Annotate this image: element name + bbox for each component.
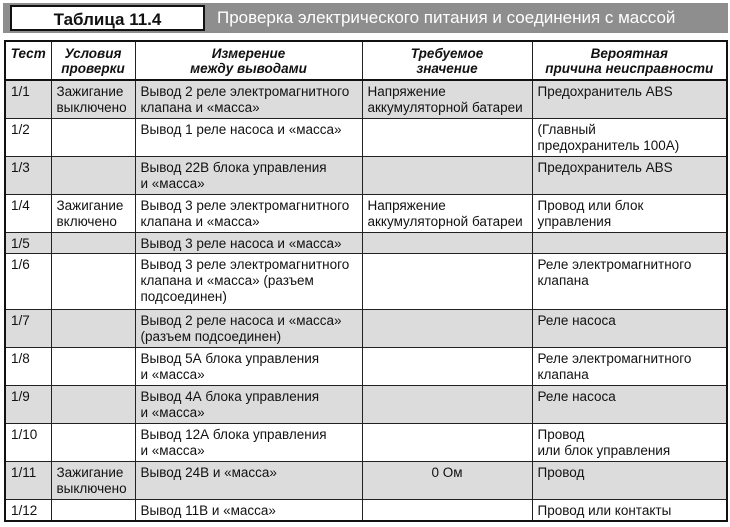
cell-test: 1/10 [5, 423, 51, 461]
header-row [5, 41, 727, 80]
cell-test: 1/11 [5, 461, 51, 499]
cell-measurement: Вывод 11В и «масса» [135, 499, 362, 521]
cell-value [362, 347, 532, 385]
cell-condition: Зажигание выключено [51, 461, 135, 499]
data-table [4, 40, 728, 522]
cell-value: Напряжение аккумуляторной батареи [362, 80, 532, 118]
table-row [5, 499, 727, 521]
cell-cause: Провод или контакты [532, 499, 727, 521]
cell-cause [532, 232, 727, 253]
cell-cause: Предохранитель ABS [532, 80, 727, 118]
column-header-measurement: Измерение между выводами [135, 41, 362, 80]
cell-test: 1/12 [5, 499, 51, 521]
cell-condition: Зажигание выключено [51, 80, 135, 118]
cell-condition [51, 423, 135, 461]
table-row [5, 253, 727, 309]
table-row [5, 156, 727, 194]
cell-condition [51, 499, 135, 521]
cell-measurement: Вывод 5А блока управления и «масса» [135, 347, 362, 385]
cell-measurement: Вывод 22В блока управления и «масса» [135, 156, 362, 194]
cell-value [362, 423, 532, 461]
table-row [5, 309, 727, 347]
cell-value: 0 Ом [362, 461, 532, 499]
cell-test: 1/9 [5, 385, 51, 423]
table-row [5, 423, 727, 461]
column-header-value: Требуемое значение [362, 41, 532, 80]
cell-cause: Реле электромагнитного клапана [532, 347, 727, 385]
cell-value [362, 309, 532, 347]
cell-condition [51, 118, 135, 156]
column-header-condition: Условия проверки [51, 41, 135, 80]
cell-cause: Реле электромагнитного клапана [532, 253, 727, 309]
cell-value [362, 253, 532, 309]
cell-value [362, 156, 532, 194]
cell-measurement: Вывод 3 реле электромагнитного клапана и «масса» [135, 194, 362, 232]
cell-value: Напряжение аккумуляторной батареи [362, 194, 532, 232]
cell-test: 1/2 [5, 118, 51, 156]
column-header-test: Тест [5, 41, 51, 80]
cell-test: 1/8 [5, 347, 51, 385]
cell-measurement: Вывод 1 реле насоса и «масса» [135, 118, 362, 156]
table-row [5, 385, 727, 423]
cell-cause: Провод или блок управления [532, 423, 727, 461]
cell-cause: Провод [532, 461, 727, 499]
cell-measurement: Вывод 24В и «масса» [135, 461, 362, 499]
cell-measurement: Вывод 2 реле электромагнитного клапана и «масса» [135, 80, 362, 118]
cell-cause: Реле насоса [532, 385, 727, 423]
table-body [5, 80, 727, 521]
cell-test: 1/3 [5, 156, 51, 194]
cell-measurement: Вывод 3 реле насоса и «масса» [135, 232, 362, 253]
title-bar [3, 3, 728, 33]
cell-value [362, 385, 532, 423]
cell-condition [51, 156, 135, 194]
table-row [5, 194, 727, 232]
cell-condition [51, 253, 135, 309]
table-row [5, 118, 727, 156]
cell-value [362, 118, 532, 156]
cell-measurement: Вывод 3 реле электромагнитного клапана и «масса» (разъем подсоединен) [135, 253, 362, 309]
column-header-cause: Вероятная причина неисправности [532, 41, 727, 80]
cell-cause: (Главный предохранитель 100А) [532, 118, 727, 156]
cell-condition [51, 309, 135, 347]
table-row [5, 232, 727, 253]
table-title: Проверка электрического питания и соединения с массой [217, 8, 676, 27]
cell-cause: Провод или блок управления [532, 194, 727, 232]
cell-test: 1/1 [5, 80, 51, 118]
table-number-label: Таблица 11.4 [10, 5, 205, 31]
cell-value [362, 499, 532, 521]
cell-condition [51, 347, 135, 385]
cell-value [362, 232, 532, 253]
cell-condition [51, 385, 135, 423]
table-row [5, 347, 727, 385]
cell-cause: Предохранитель ABS [532, 156, 727, 194]
cell-condition: Зажигание включено [51, 194, 135, 232]
cell-measurement: Вывод 4А блока управления и «масса» [135, 385, 362, 423]
cell-condition [51, 232, 135, 253]
cell-cause: Реле насоса [532, 309, 727, 347]
cell-test: 1/5 [5, 232, 51, 253]
cell-measurement: Вывод 12А блока управления и «масса» [135, 423, 362, 461]
cell-measurement: Вывод 2 реле насоса и «масса» (разъем подсоединен) [135, 309, 362, 347]
cell-test: 1/6 [5, 253, 51, 309]
table-row [5, 461, 727, 499]
cell-test: 1/7 [5, 309, 51, 347]
cell-test: 1/4 [5, 194, 51, 232]
table-row [5, 80, 727, 118]
